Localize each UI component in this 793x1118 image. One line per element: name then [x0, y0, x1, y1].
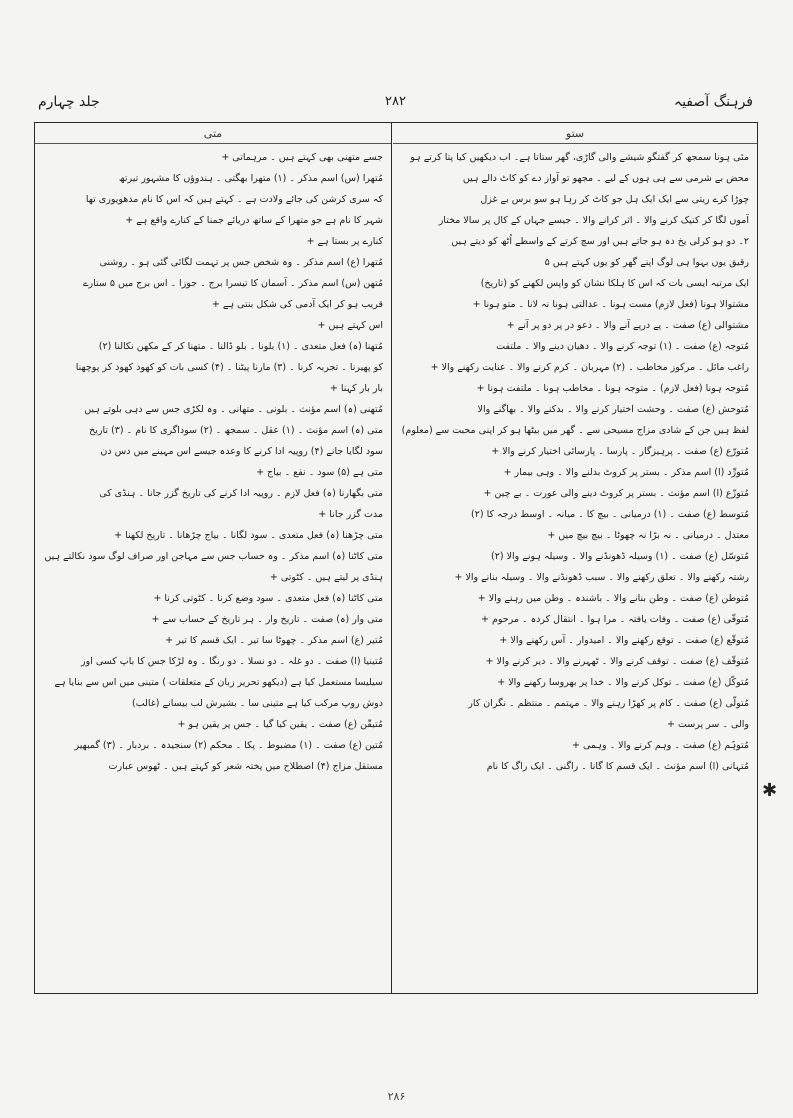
dictionary-entry-line: مُتھرا (ع) اسم مذکر ۔ وہ شخص جس پر تہمت لگائی گئی ہو ۔ روشنی [99, 257, 383, 268]
dictionary-entry-line: مستقل مزاج (۴) اصطلاح میں پختہ شعر کو کہتے ہیں ۔ ٹھوس عبارت [108, 761, 383, 772]
margin-star-mark: ✱ [762, 780, 778, 801]
dictionary-entry-line: مُتیر (ع) اسم مذکر ۔ چھوٹا سا تیر ۔ ایک قسم کا تیر + [165, 635, 383, 646]
dictionary-entry-line: مُتھرا (س) اسم مذکر ۔ (۱) متھرا بھگتی ۔ ہندوؤں کا مشہور تیرتھ [118, 173, 383, 184]
left-column-heading: متی [35, 127, 391, 144]
dictionary-entry-line: متی چڑھنا (ہ) فعل متعدی ۔ سود لگانا ۔ بیاج چڑھانا ۔ تاریخ لکھنا + [114, 530, 383, 541]
two-column-frame [34, 122, 758, 994]
dictionary-entry-line: محض بے شرمی سے ہی ہوں کے لیے ۔ مجھو تو آواز دے کو کاٹ دالے ہیں [462, 173, 749, 184]
dictionary-entry-line: کو پھیرنا ۔ تجربہ کرنا ۔ (۳) مارنا پیٹنا ۔ (۴) کسی بات کو کھود کھود کر پوچھنا [75, 362, 383, 373]
dictionary-entry-line: راغب مائل ۔ مرکوز مخاطب ۔ (۲) مہربان ۔ کرم کرنے والا ۔ عنایت رکھنے والا + [430, 362, 749, 373]
dictionary-entry-line: مشتوالا ہونا (فعل لازم) مست ہونا ۔ عدالتی ہونا نہ لانا ۔ متو ہونا + [472, 299, 749, 310]
dictionary-entry-line: مُتوسط (ع) صفت ۔ (۱) درمیانی ۔ بیچ کا ۔ میانہ ۔ اوسط درجہ کا (۲) [471, 509, 749, 520]
page-number: ۲۸۲ [385, 94, 406, 109]
dictionary-entry-line: مُتہانی (ا) اسم مؤنث ۔ ایک قسم کا گانا ۔ راگنی ۔ ایک راگ کا نام [486, 761, 749, 772]
page-footer: ۲۸۶ [387, 1090, 406, 1103]
dictionary-entry-line: مُتورّع (ع) صفت ۔ پرہیزگار ۔ پارسا ۔ پارسائی اختیار کرنے والا + [491, 446, 749, 457]
dictionary-entry-line: لفظ ہیں جن کے شادی مزاج مسیحی سے ۔ گھر میں بیٹھا ہو کر اپنی محبت سے (معلوم) [401, 425, 749, 436]
dictionary-entry-line: متی (ہ) اسم مؤنث ۔ (۱) عقل ۔ سمجھ ۔ (۲) سوداگری کا نام ۔ (۳) تاریخ [89, 425, 383, 436]
dictionary-entry-line: معتدل ۔ درمیانی ۔ نہ بڑا نہ چھوٹا ۔ بیچ بیچ میں + [547, 530, 749, 541]
dictionary-entry-line: والی ۔ سر پرست + [666, 719, 749, 730]
dictionary-entry-line: کہ سری کرشن کی جائے ولادت ہے ۔ کہتے ہیں کہ اس کا نام مدھوپوری تھا [85, 194, 383, 205]
dictionary-entry-line: متی بگھارنا (ہ) فعل لازم ۔ روپیہ ادا کرنے کی تاریخ گزر جانا ۔ ہنڈی کی [99, 488, 383, 499]
dictionary-entry-line: ایک مرتبہ ایسی بات کہ اس کا ہلکا نشان کو واپس لکھنے کو (تاریخ) [480, 278, 749, 289]
dictionary-entry-line: مُتوجہ ہونا (فعل لازم) ۔ متوجہ ہونا ۔ مخاطب ہونا ۔ ملتفت ہونا + [476, 383, 749, 394]
dictionary-entry-line: اس کہتے ہیں + [317, 320, 383, 331]
dictionary-entry-line: مُتورِّد (ا) اسم مذکر ۔ بستر پر کروٹ بدلنے والا ۔ وہی بیمار + [503, 467, 749, 478]
column-divider [391, 123, 392, 993]
dictionary-entry-line: سیلیسا مستعمل کیا ہے (دیکھو تحریر زبان کے متعلقات ) متینی میں اس سے بنایا ہے [54, 677, 383, 688]
dictionary-entry-line: دوش روپ مرکب کیا ہے متینی سا ۔ بشیرش لب بیسانے (غالب) [131, 698, 383, 709]
dictionary-entry-line: ہنڈی پر لیتے ہیں ۔ کٹوتی + [269, 572, 383, 583]
dictionary-entry-line: جسے متھنی بھی کہتے ہیں ۔ مرہماتی + [221, 152, 383, 163]
dictionary-entry-line: آموں لگا کر کنیک کرنے والا ۔ اثر کرانے والا ۔ جیسے جہاں کے کال پر سالا مختار [438, 215, 749, 226]
page-header [38, 94, 753, 120]
dictionary-entry-line: مُتوجہ (ع) صفت ۔ (۱) توجہ کرنے والا ۔ دھیان دینے والا ۔ ملتفت [496, 341, 749, 352]
dictionary-entry-line: مئی ہونا سمجھ کر گفتگو شیشے والی گاڑی، گھر ستاتا ہے۔ اب دیکھیں کیا پتا کرتے ہو [410, 152, 749, 163]
dictionary-entry-line: مُتینیا (ا) صفت ۔ دو غلہ ۔ دو نسلا ۔ دو رنگا ۔ وہ لڑکا جس کا باپ کسی اور [81, 656, 383, 667]
dictionary-entry-line: رشتہ رکھنے والا ۔ تعلق رکھنے والا ۔ سبب ڈھونڈنے والا ۔ وسیلہ بنانے والا + [454, 572, 749, 583]
dictionary-entry-line: مُتوطن (ع) صفت ۔ وطن بنانے والا ۔ باشندہ ۔ وطن میں رہنے والا + [477, 593, 749, 604]
dictionary-entry-line: مشتوالی (ع) صفت ۔ پے درپے آنے والا ۔ دعو در پر دو پر آنے + [506, 320, 749, 331]
dictionary-entry-line: مُتوکّل (ع) صفت ۔ توکل کرنے والا ۔ خدا پر بھروسا رکھنے والا + [497, 677, 749, 688]
dictionary-entry-line: بار بار کہنا + [329, 383, 383, 394]
right-column [393, 147, 757, 989]
dictionary-entry-line: شہر کا نام ہے جو متھرا کے ساتھ دریائے جمنا کے کنارے واقع ہے + [125, 215, 383, 226]
dictionary-entry-line: مُتولّی (ع) صفت ۔ کام پر کھڑا رہنے والا ۔ مہتمم ۔ منتظم ۔ نگران کار [468, 698, 749, 709]
dictionary-entry-line: سود لگایا جانے (۴) روپیہ ادا کرنے کا وعدہ جیسے اس مہینے میں دس دن [100, 446, 383, 457]
dictionary-entry-line: مُتھن (س) اسم مذکر ۔ آسمان کا تیسرا برج ۔ جوزا ۔ اس برج میں ۵ ستارے [82, 278, 383, 289]
dictionary-entry-line: مُتوسّل (ع) صفت ۔ (۱) وسیلہ ڈھونڈنے والا ۔ وسیلہ ہونے والا (۲) [491, 551, 749, 562]
dictionary-entry-line: متی کاٹنا (ہ) اسم مذکر ۔ وہ حساب جس سے مہاجن اور صراف لوگ سود نکالتے ہیں [44, 551, 383, 562]
dictionary-entry-line: مُتھنا (ہ) فعل متعدی ۔ (۱) بلونا ۔ بلو ڈالنا ۔ متھنا کر کے مکھن نکالنا (۲) [98, 341, 383, 352]
dictionary-entry-line: مُتوفّی (ع) صفت ۔ وفات یافتہ ۔ مرا ہوا ۔ انتقال کردہ ۔ مرحوم + [481, 614, 749, 625]
dictionary-entry-line: رقیق یوں بہوا ہی لوگ اپنے گھر کو یوں کہتے ہیں ۵ [544, 257, 749, 268]
dictionary-entry-line: مُتین (ع) صفت ۔ (۱) مضبوط ۔ پکا ۔ محکم (۲) سنجیدہ ۔ بردبار ۔ (۳) گمبھیر [74, 740, 383, 751]
dictionary-entry-line: متی کاٹنا (ہ) فعل متعدی ۔ سود وضع کرنا ۔ کٹوتی کرنا + [153, 593, 383, 604]
dictionary-entry-line: متی وار (ہ) صفت ۔ تاریخ وار ۔ ہر تاریخ کے حساب سے + [151, 614, 383, 625]
dictionary-entry-line: مدت گزر جانا + [318, 509, 383, 520]
dictionary-entry-line: مُتوہّم (ع) صفت ۔ وہم کرنے والا ۔ وہمی + [572, 740, 749, 751]
dictionary-entry-line: چوڑا کرے ریتی سے ایک ایک ہل جو کاٹ کر رہا ہو سو برس بے غزل [480, 194, 749, 205]
book-title: فرہنگ آصفیہ [673, 94, 753, 110]
dictionary-entry-line: مُتوقّف (ع) صفت ۔ توقف کرنے والا ۔ ٹھہرنے والا ۔ دیر کرنے والا + [485, 656, 749, 667]
dictionary-entry-line: متی ہے (۵) سود ۔ نفع ۔ بیاج + [256, 467, 383, 478]
dictionary-entry-line: مُتیقّن (ع) صفت ۔ یقین کیا گیا ۔ جس پر یقین ہو + [177, 719, 383, 730]
dictionary-entry-line: مُتھنی (ہ) اسم مؤنث ۔ بلونی ۔ متھانی ۔ وہ لکڑی جس سے دہی بلوتے ہیں [84, 404, 383, 415]
dictionary-entry-line: ۲۔ دو ہو کرلی یخ دہ ہو جاتے ہیں اور سچ کرتے کے واسطے اُٹھ کو دیتے ہیں [451, 236, 749, 247]
dictionary-entry-line: کنارے پر بستا ہے + [306, 236, 383, 247]
dictionary-entry-line: مُتوقّع (ع) صفت ۔ توقع رکھنے والا ۔ امیدوار ۔ آس رکھنے والا + [499, 635, 749, 646]
right-column-heading: ستو [393, 127, 757, 144]
dictionary-entry-line: مُتوحش (ع) صفت ۔ وحشت اختیار کرنے والا ۔ بدکنے والا ۔ بھاگنے والا [477, 404, 749, 415]
volume-label: جلد چہارم [38, 94, 100, 110]
dictionary-entry-line: قریب ہو کر ایک آدمی کی شکل بنتی ہے + [211, 299, 383, 310]
dictionary-entry-line: مُتوزّع (ا) اسم مؤنث ۔ بستر پر کروٹ دینے والی عورت ۔ بے چین + [483, 488, 749, 499]
left-column [35, 147, 391, 989]
